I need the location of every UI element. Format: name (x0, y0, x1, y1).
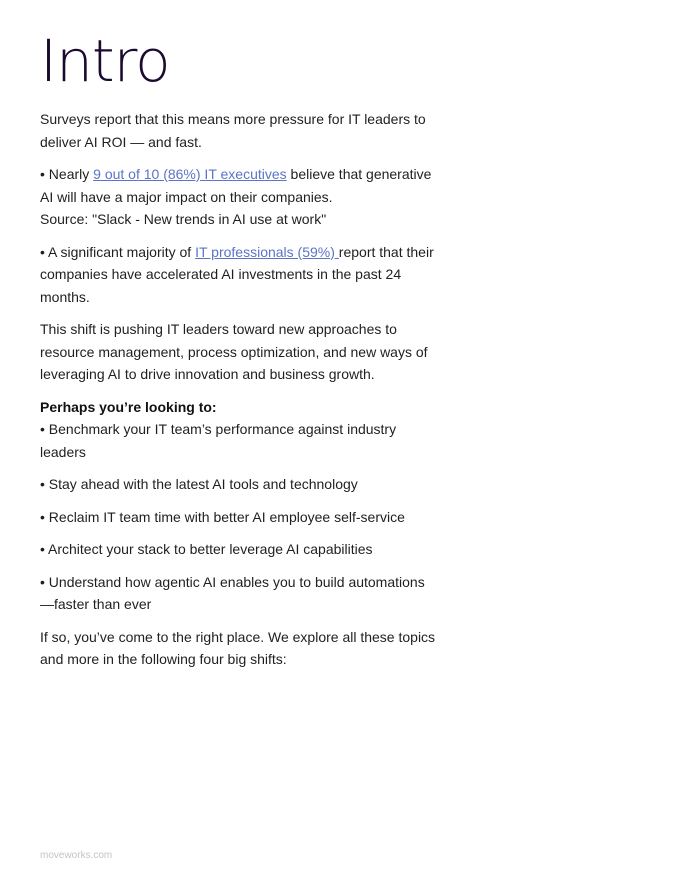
stat-executives-prefix: • Nearly (40, 166, 94, 182)
executives-stat-link[interactable]: 9 out of 10 (86%) IT executives (93, 166, 287, 182)
list-item: • Understand how agentic AI enables you to build automations —faster than ever (40, 573, 425, 612)
list-item: • Reclaim IT team time with better AI employee self-service (40, 508, 405, 525)
page-title: Intro (40, 27, 170, 95)
shift-paragraph: This shift is pushing IT leaders toward new approaches to resource management, process optimization, and new ways of leveraging AI to drive innovation and business growth. (40, 321, 428, 382)
stat-executives (40, 163, 440, 231)
page-content (40, 28, 440, 681)
list-item: • Architect your stack to better leverage AI capabilities (40, 541, 373, 557)
professionals-stat-link[interactable]: IT professionals (59%) (195, 243, 339, 260)
stat-professionals-prefix: • A significant majority of (40, 243, 196, 260)
stat-professionals-suffix: report that their companies have accelerated AI investments in the past 24 months. (40, 243, 434, 305)
stat-professionals (40, 241, 440, 309)
stat-executives-suffix: believe that generative AI will have a major impact on their companies. (40, 166, 432, 205)
list-item: • Stay ahead with the latest AI tools and technology (40, 476, 358, 492)
intro-paragraph: Surveys report that this means more pressure for IT leaders to deliver AI ROI — and fast. (40, 111, 426, 150)
list-item: • Benchmark your IT team’s performance against industry leaders (40, 421, 397, 460)
looking-to-heading: Perhaps you’re looking to: (40, 398, 217, 415)
closing-paragraph: If so, you’ve come to the right place. We explore all these topics and more in the following four big shifts: (40, 628, 436, 667)
stat-executives-source: Source: "Slack - New trends in AI use at work" (40, 211, 327, 227)
footer-domain: moveworks.com (40, 850, 113, 861)
